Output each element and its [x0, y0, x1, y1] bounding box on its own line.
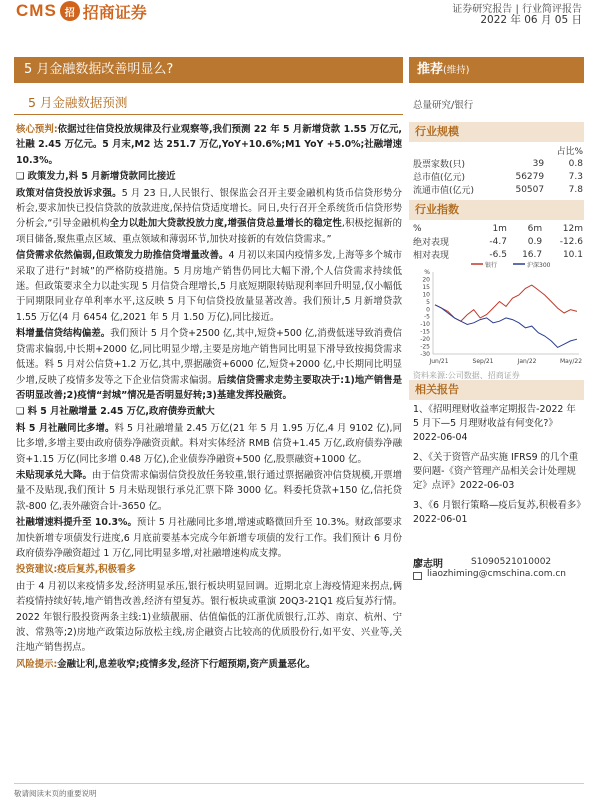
industry-scale-heading: 行业规模 [409, 122, 584, 142]
paragraph-text: 我们预计 5 月个贷+2500 亿,其中,短贷+500 亿,消费低迷导致消费信贷需求偏弱,中长期+2000 亿,同比明显少增,主要是房地产销售同比明显下滑导致按揭贷需求低迷。料 5 月对公信贷+1.2 万亿,其中,票据融资+6000 亿,短贷+2000 亿,中长期同比明显少增,反映了疫情多发等之下企业信贷需求偏弱。 [16, 328, 402, 386]
cell: 10.1 [562, 249, 583, 260]
related-report-link[interactable]: 2、《关于资管产品实施 IFRS9 的几个重要问题-《资产管理产品相关会计处理规定》点评》2022-06-03 [413, 452, 579, 491]
paragraph-text: 核心预判: [16, 124, 58, 135]
x-tick-label: Jan/22 [517, 358, 537, 365]
paragraph-text: 投资建议:疫后复苏,积极看多 [16, 564, 136, 576]
related-report-link[interactable]: 1、《招明理财收益率定期报告-2022 年 5 月下—5 月理财收益有何变化?》2022-06-04 [413, 404, 576, 443]
body-paragraph [16, 186, 402, 248]
related-report-link[interactable]: 3、《6 月银行策略—疫后复苏,积极看多》2022-06-01 [413, 500, 581, 525]
author-license: S1090521010002 [471, 557, 552, 567]
series-line-1 [435, 305, 577, 348]
page-header [0, 0, 600, 55]
paragraph-text: 预计 5 月社融同比多增,增速或略微回升至 10.3%。财政部要求加快新增专项债发行进度,6 月底前要基本完成今年新增专项债的发行工作。我们预计 6 月份政府债券净融资超过 1 万亿,同比明显多增,对社融增速构成支撑。 [16, 517, 402, 559]
body-paragraph [16, 404, 402, 419]
col-header: 12m [562, 223, 583, 234]
col-header: % [413, 223, 422, 234]
report-type: 证券研究报告 | 行业简评报告 [452, 4, 582, 15]
row-value: 56279 [515, 171, 545, 182]
y-tick-label: -5 [424, 313, 430, 321]
row-value: 39 [532, 158, 545, 169]
paragraph-text: 信贷需求依然偏弱,但政策发力助推信贷增量改善。 [16, 250, 229, 262]
y-tick-label: 10 [422, 291, 430, 299]
report-date: 2022 年 06 月 05 日 [480, 14, 582, 26]
logo-chinese-name: 招商证券 [82, 2, 147, 22]
paragraph-text: 由于信贷需求偏弱信贷投放任务较重,银行通过票据融资冲信贷规模,开票增量不及贴现,我们预计 5 月未贴现银行承兑汇票下降 3000 亿。料委托贷款+150 亿,信托贷款-800 亿,表外融资合计-3650 亿。 [16, 469, 402, 512]
footer-note: 敬请阅读末页的重要说明 [14, 789, 97, 798]
body-paragraph [16, 326, 402, 403]
cell: -4.7 [489, 236, 507, 247]
cell: 16.7 [522, 249, 543, 260]
paragraph-text: 由于 4 月初以来疫情多发,经济明显承压,银行板块明显回调。近期北京上海疫情迎来拐点,俩若疫情持续好转,地产销售改善,经济有望复苏。银行板块或重演 20Q3-21Q1 疫后复苏行情。2022 年银行股投资两条主线:1)业绩靓丽、估值偏低的江浙优质银行,江苏、南京、杭州、宁波、常熟等;2)房地产政策边际放松主线,房企融资占比较高的优质股份行,如平安、兴业等,关注地产销售拐点。 [16, 580, 402, 654]
table-row [413, 157, 583, 170]
col-header: 1m [492, 223, 507, 234]
row-pct: 0.8 [568, 158, 583, 169]
cell: -12.6 [559, 236, 583, 247]
paragraph-text: 5 月 23 日,人民银行、银保监会召开主要金融机构货币信贷形势分析会,要求加快已投信贷款的放款进度,保持信贷适度增长。同日,央行召开全系统货币信贷形势分析会,“引导金融机构 [16, 187, 402, 230]
paragraph-text: 料 5 月社融同比多增。 [16, 422, 115, 434]
x-tick-label: May/22 [559, 358, 583, 365]
footer-divider [14, 783, 584, 784]
row-label: 相对表现 [413, 251, 450, 261]
category-label: 总量研究/银行 [413, 100, 474, 111]
y-tick-label: 5 [426, 298, 430, 306]
y-tick-label: 20 [422, 276, 430, 284]
body-paragraph [16, 515, 402, 561]
author-name: 廖志明 [413, 559, 443, 570]
body-paragraph [16, 657, 402, 672]
paragraph-text: ❑ 政策发力,料 5 月新增贷款同比接近 [16, 171, 176, 183]
y-tick-label: 0 [426, 306, 430, 314]
logo-cms-text: CMS [16, 1, 57, 20]
row-label: 流通市值(亿元) [413, 186, 475, 196]
paragraph-text: 全力以赴加大贷款投放力度,增强信贷总量增长的稳定性 [109, 218, 342, 230]
main-body-text [16, 122, 402, 772]
body-paragraph [16, 248, 402, 325]
row-value: 50507 [515, 184, 545, 195]
index-performance-chart [409, 258, 584, 368]
row-pct: 7.3 [568, 171, 583, 182]
legend-label: 沪深300 [527, 262, 551, 269]
y-tick-label: -25 [420, 343, 430, 351]
unit-header: 占比% [556, 147, 583, 157]
content-title: 5 月金融数据预测 [28, 95, 128, 110]
y-tick-label: 15 [422, 283, 430, 291]
paragraph-text: 料 5 月社融增量 2.45 万亿(21 年 5 月 1.95 万亿,4 月 9102 亿),同比多增,多增主要由政府债券净融资贡献。料对实体经济 RMB 信贷+1.45 万亿,政府债券净融资+1.15 万亿(同比多增 0.48 万亿),企业债券净融资+500 亿,股票融资+1000 亿。 [16, 422, 402, 465]
table-row [413, 183, 583, 196]
y-tick-label: -30 [420, 351, 430, 358]
row-label: 绝对表现 [413, 238, 450, 248]
title-divider [14, 114, 403, 115]
paragraph-text: ,积极挖掘新的项目储备,聚焦重点区域、重点领域和薄弱环节,加快对接新的有效信贷需求。” [16, 218, 402, 245]
body-paragraph [16, 579, 402, 656]
rating-banner [409, 57, 584, 83]
industry-index-heading: 行业指数 [409, 200, 584, 220]
email-icon [413, 572, 422, 580]
paragraph-text: ❑ 料 5 月社融增量 2.45 万亿,政府债券贡献大 [16, 406, 215, 418]
chart-svg [409, 258, 584, 368]
paragraph-text: 金融让利,息差收窄;疫情多发,经济下行超预期,资产质量恶化。 [57, 658, 316, 670]
author-email[interactable]: liaozhiming@cmschina.com.cn [427, 569, 567, 579]
x-tick-label: Jun/21 [429, 358, 449, 365]
rating-sub: (维持) [443, 65, 470, 76]
y-tick-label: % [424, 269, 430, 276]
y-tick-label: -10 [420, 321, 430, 329]
legend-label: 银行 [485, 262, 498, 269]
rating-label: 推荐 [417, 62, 444, 77]
table-row [413, 235, 583, 248]
paragraph-text: 风险提示: [16, 658, 58, 670]
body-paragraph [16, 122, 402, 168]
related-reports-heading: 相关报告 [409, 380, 584, 400]
chart-source: 资料来源:公司数据、招商证券 [413, 371, 520, 380]
y-tick-label: -20 [420, 336, 430, 344]
body-paragraph [16, 169, 402, 184]
paragraph-text: 社融增速料提升至 10.3%。 [16, 517, 137, 529]
paragraph-text: 依据过往信贷投放规律及行业观察等,我们预测 22 年 5 月新增贷款 1.55 万亿元,社融 2.45 万亿元。5 月末,M2 达 251.7 万亿,YoY+10.6%;M1 YoY +5.0%;社融增速 10.3%。 [16, 124, 402, 166]
body-paragraph [16, 562, 402, 577]
industry-scale-table [413, 144, 583, 196]
body-paragraph [16, 421, 402, 467]
cell: -6.5 [489, 249, 507, 260]
body-paragraph [16, 468, 402, 514]
y-tick-label: -15 [420, 328, 430, 336]
paragraph-text: 料增量信贷结构偏差。 [16, 328, 111, 340]
report-title-banner: 5 月金融数据改善明显么? [14, 57, 403, 83]
related-reports-list [413, 403, 581, 533]
logo-seal-icon: 招 [60, 1, 80, 21]
table-row [413, 170, 583, 183]
paragraph-text: 4 月初以来国内疫情多发,上海等多个城市采取了进行“封城”的严格防疫措施。5 月房地产销售仍同比大幅下滑,个人信贷需求持续低迷。但政策要求全力以赴实现 5 月信贷合理增长,5 月底短期限转贴现利率回升明显,仅小幅低于同期限同业存单利率水平,这反映 5 月下旬信贷投放量显著改善。我们预计,5 月新增贷款 1.55 万亿(4 月 6454 亿,2021 年 5 月 1.50 万亿),同比接近。 [16, 250, 402, 323]
industry-index-table [413, 222, 583, 261]
series-line-0 [435, 285, 577, 321]
cell: 0.9 [527, 236, 543, 247]
paragraph-text: 后续信贷需求走势主要取决于:1)地产销售是否明显改善;2)疫情“封城”情况是否明显好转;3)基建发挥投融资。 [16, 374, 403, 401]
col-header: 6m [527, 223, 543, 234]
paragraph-text: 未贴现承兑大降。 [16, 469, 92, 481]
row-label: 总市值(亿元) [413, 173, 466, 183]
row-pct: 7.8 [568, 184, 583, 195]
brand-logo [16, 0, 147, 22]
row-label: 股票家数(只) [413, 160, 466, 170]
paragraph-text: 政策对信贷投放诉求强。 [16, 187, 122, 199]
x-tick-label: Sep/21 [472, 358, 494, 365]
